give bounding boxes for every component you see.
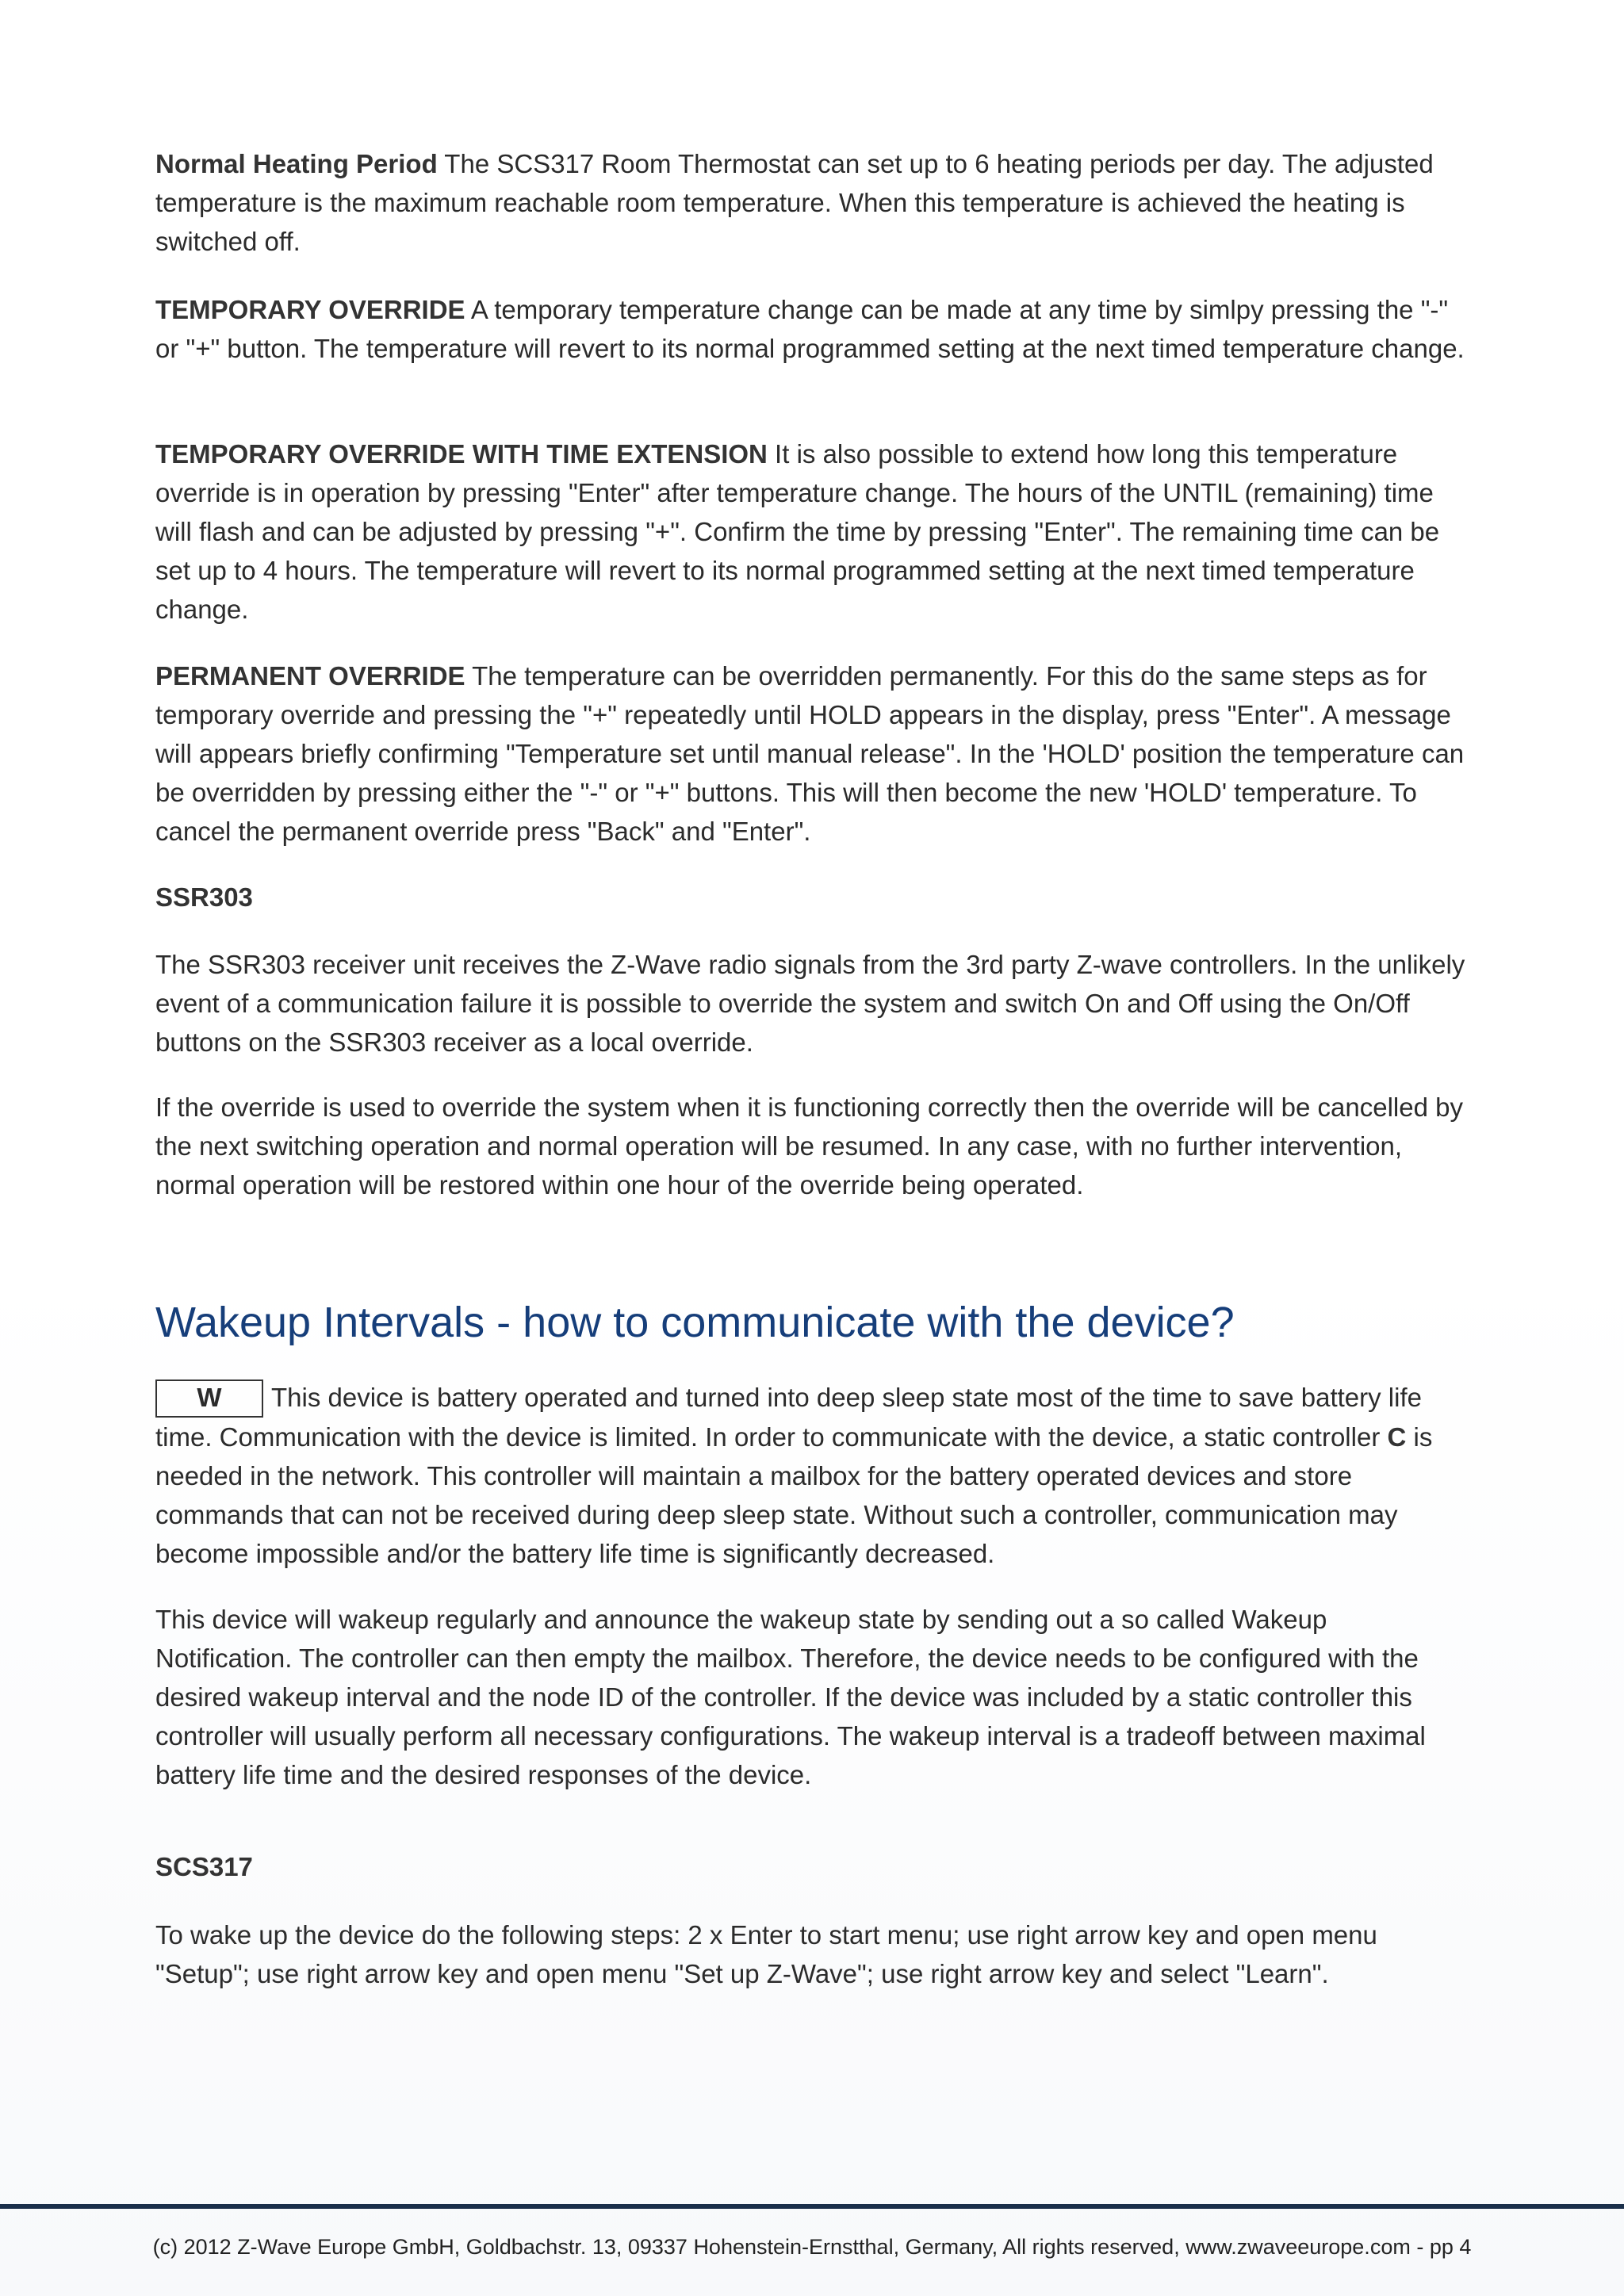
paragraph-text: The SCS317 Room Thermostat can set up to 6 heating periods per day. The adjusted temperature is the maximum reachable room temperature. When this temperature is achieved the heating is switched off.: [155, 149, 1434, 256]
paragraph-text: The temperature can be overridden permanently. For this do the same steps as for temporary override and pressing the "+" repeatedly until HOLD appears in the display, press "Enter". A message will appears briefly confirming "Temperature set until manual release". In the 'HOLD' position the temperature can be overridden by pressing either the "-" or "+" buttons. This will then become the new 'HOLD' temperature. To cancel the permanent override press "Back" and "Enter".: [155, 661, 1465, 846]
paragraph-text: is needed in the network. This controller will maintain a mailbox for the battery operated devices and store commands that can not be received during deep sleep state. Without such a controller, communication may become impossible and/or the battery life time is significantly decreased.: [155, 1422, 1433, 1568]
paragraph-text: A temporary temperature change can be made at any time by simlpy pressing the "-" or "+" button. The temperature will revert to its normal programmed setting at the next timed temperature change.: [155, 295, 1465, 363]
paragraph-lead: Normal Heating Period: [155, 149, 438, 178]
paragraph-lead: TEMPORARY OVERRIDE WITH TIME EXTENSION: [155, 439, 768, 469]
permanent-override-paragraph: [155, 656, 1469, 851]
controller-letter: C: [1387, 1422, 1407, 1452]
paragraph-lead: PERMANENT OVERRIDE: [155, 661, 465, 691]
paragraph-text: It is also possible to extend how long this temperature override is in operation by pressing "Enter" after temperature change. The hours of the UNTIL (remaining) time will flash and can be adjusted by pressing "+". Confirm the time by pressing "Enter". The remaining time can be set up to 4 hours. The temperature will revert to its normal programmed setting at the next timed temperature change.: [155, 439, 1440, 624]
footer-divider: [0, 2204, 1624, 2209]
wakeup-paragraph-1: [155, 1378, 1469, 1573]
paragraph-text: This device is battery operated and turned into deep sleep state most of the time to save battery life time. Communication with the device is limited. In order to communicate with the device, a static controller: [155, 1383, 1422, 1452]
scs317-paragraph: To wake up the device do the following steps: 2 x Enter to start menu; use right arrow key and open menu "Setup"; use right arrow key and open menu "Set up Z-Wave"; use right arrow key and select "Learn".: [155, 1920, 1377, 1988]
normal-heating-paragraph: [155, 144, 1469, 261]
ssr303-paragraph-2: If the override is used to override the system when it is functioning correctly then the override will be cancelled by the next switching operation and normal operation will be resumed. In any case, with no further intervention, normal operation will be restored within one hour of the override being operated.: [155, 1093, 1463, 1200]
section-title: Wakeup Intervals - how to communicate with the device?: [155, 1299, 1235, 1346]
ssr303-paragraph-1: The SSR303 receiver unit receives the Z-Wave radio signals from the 3rd party Z-wave controllers. In the unlikely event of a communication failure it is possible to override the system and switch On and Off using the On/Off buttons on the SSR303 receiver as a local override.: [155, 950, 1465, 1057]
temporary-override-paragraph: [155, 290, 1469, 368]
paragraph-lead: TEMPORARY OVERRIDE: [155, 295, 465, 324]
wakeup-paragraph-2: This device will wakeup regularly and announce the wakeup state by sending out a so called Wakeup Notification. The controller can then empty the mailbox. Therefore, the device needs to be configured with the desired wakeup interval and the node ID of the controller. If the device was included by a static controller this controller will usually perform all necessary configurations. The wakeup interval is a tradeoff between maximal battery life time and the desired responses of the device.: [155, 1605, 1426, 1789]
scs317-heading: SCS317: [155, 1852, 253, 1881]
temporary-override-extension-paragraph: [155, 434, 1469, 629]
wakeup-badge: W: [155, 1380, 263, 1418]
ssr303-heading: SSR303: [155, 882, 253, 912]
footer-copyright: (c) 2012 Z-Wave Europe GmbH, Goldbachstr. 13, 09337 Hohenstein-Ernstthal, Germany, All rights reserved, www.zwaveeurope.com - pp 4: [152, 2235, 1472, 2259]
